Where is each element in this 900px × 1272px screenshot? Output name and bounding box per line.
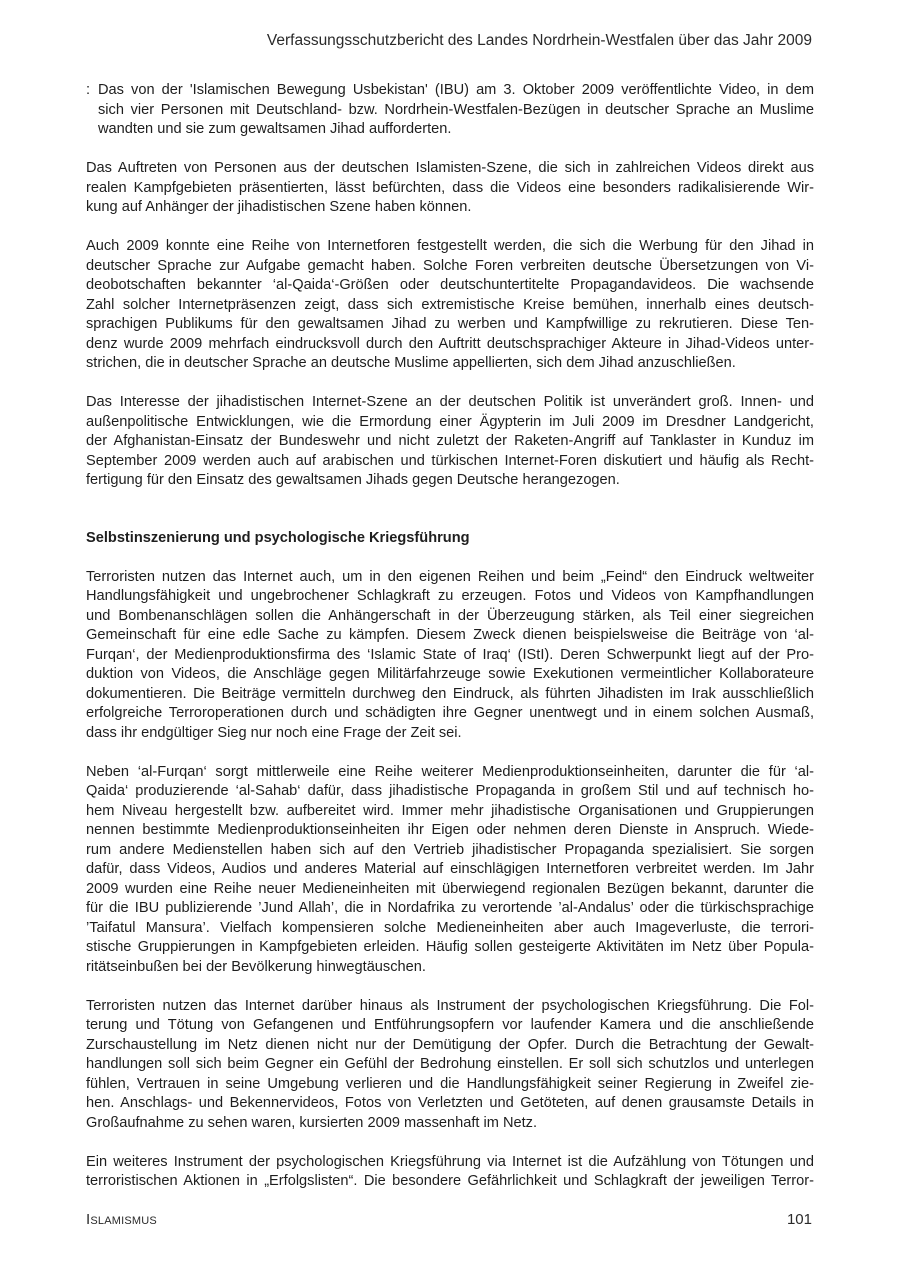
bullet-line: Das von der 'Islamischen Bewegung Usbekistan' (IBU) am 3. Oktober 2009 veröffentlichte Video, in dem [98, 82, 814, 98]
paragraph-line: Auch 2009 konnte eine Reihe von Internetforen festgestellt werden, die sich die Werbung für den Jihad in [86, 238, 814, 254]
paragraph-line: deobotschaften bekannter ‘al-Qaida‘-Größen oder deutschuntertitelte Propagandavideos. Die wachsende [86, 277, 814, 293]
paragraph-line: sprachigen Publikums für den gewaltsamen Jihad zu werben und Kampfwillige zu rekrutieren. Diese Ten- [86, 316, 814, 332]
running-header: Verfassungsschutzbericht des Landes Nordrhein-Westfalen über das Jahr 2009 [266, 32, 812, 49]
paragraph-line: nennen bestimmte Medienproduktionseinheiten ihr Eigen oder nehmen deren Dienste in Anspruch. Wiede- [86, 822, 814, 838]
bullet-marker: : [86, 82, 91, 98]
paragraph-line: Ein weiteres Instrument der psychologischen Kriegsführung via Internet ist die Aufzählung von Tötungen und [86, 1153, 814, 1170]
paragraph-line: und Bombenanschlägen sollen die Anhängerschaft in der Überzeugung stärken, als Teil einer siegreichen [86, 607, 814, 624]
paragraph-line: Terroristen nutzen das Internet auch, um in den eigenen Reihen und beim „Feind“ den Eindruck weltweiter [86, 568, 814, 585]
paragraph-line: rum andere Medienstellen haben sich auf den Vertrieb jihadistischer Propaganda spezialisiert. Sie sorgen [86, 841, 814, 858]
bullet-text [98, 81, 814, 140]
paragraph-line: hen. Anschlags- und Bekennervideos, Fotos von Verletzten und Getöteten, auf denen grausamste Details in [86, 1095, 814, 1111]
paragraph-line: ’Taifatul Mansura’. Vielfach kompensieren solche Medieneinheiten aber auch Imageverluste, die terrori- [86, 919, 814, 936]
paragraph-line: für die IBU publizierende ’Jund Allah’, die in Nordafrika zu verortende ’al-Andalus’ oder die türkischsprachige [86, 900, 814, 916]
paragraph-line: terung und Tötung von Gefangenen und Entführungsopfern vor laufender Kamera und die anschließende [86, 1017, 814, 1033]
paragraph-line: der Afghanistan-Einsatz der Bundeswehr und nicht zuletzt der Raketen-Angriff auf Tanklaster in Kunduz im [86, 433, 814, 449]
paragraph-line: Zurschaustellung im Netz dienen nicht nur der Demütigung der Opfer. Durch die Betrachtung der Gewalt- [86, 1036, 814, 1053]
paragraph-line: hem Niveau hergestellt bzw. aufbereitet wird. Immer mehr jihadistische Organisationen und Gruppierungen [86, 802, 814, 819]
paragraph-line: terroristischen Aktionen in „Erfolgslisten“. Die besondere Gefährlichkeit und Schlagkraft der jeweiligen Terror- [86, 1173, 814, 1189]
paragraph-line: erfolgreiche Terroroperationen durch und schädigten ihre Gegner unentwegt und in einem solchen Ausmaß, [86, 705, 814, 721]
paragraph-line: 2009 wurden eine Reihe neuer Medieneinheiten mit überwiegend regionalen Bezügen bekannt, darunter die [86, 880, 814, 897]
footer-section-label: Islamismus [86, 1211, 157, 1228]
paragraph [86, 237, 814, 374]
paragraph-line: denz wurde 2009 mehrfach eindrucksvoll durch den Auftritt deutschsprachiger Akteure in Jihad-Videos unter- [86, 335, 814, 352]
paragraph-line: Das Auftreten von Personen aus der deutschen Islamisten-Szene, die sich in zahlreichen Videos direkt aus [86, 160, 814, 176]
bullet-list-item [86, 81, 814, 140]
paragraph [86, 763, 814, 978]
paragraph-line: fertigung für den Einsatz des gewaltsamen Jihads gegen Deutsche herangezogen. [86, 472, 620, 488]
paragraph-line: Qaida‘ produzierende ‘al-Sahab‘ dafür, dass jihadistische Propaganda in großem Stil und auf technisch ho- [86, 783, 814, 799]
paragraph-line: dokumentieren. Die Beiträge vermitteln durchweg den Eindruck, als führten Jihadisten im Irak ausschließlich [86, 685, 814, 702]
paragraph-line: Furqan‘, der Medienproduktionsfirma des ‘Islamic State of Iraq‘ (IStI). Deren Schwerpunkt liegt auf der Pro- [86, 646, 814, 663]
paragraph-line: außenpolitische Entwicklungen, wie die Ermordung einer Ägypterin im Juli 2009 im Dresdner Landgericht, [86, 413, 814, 430]
paragraph-line: handlungen soll sich beim Gegner ein Gefühl der Bedrohung einstellen. Er soll sich schutzlos und unterlegen [86, 1056, 814, 1072]
bullet-line: wandten und sie zum gewaltsamen Jihad aufforderten. [98, 121, 452, 137]
paragraph-line: ritätseinbußen bei der Bevölkerung hinwegtäuschen. [86, 958, 426, 975]
paragraph-line: Neben ‘al-Furqan‘ sorgt mittlerweile eine Reihe weiterer Medienproduktionseinheiten, darunter die für ‘al- [86, 763, 814, 780]
paragraph-line: Gemeinschaft für eine edle Sache zu kämpfen. Diesem Zweck dienen beispielsweise die Beiträge von ‘al- [86, 627, 814, 643]
paragraph-line: Zahl solcher Internetpräsenzen zeigt, dass sich extremistische Kreise bemühen, innerhalb eines deutsch- [86, 296, 814, 313]
paragraph [86, 393, 814, 491]
paragraph-line: deutscher Sprache zur Aufgabe gemacht haben. Solche Foren verbreiten deutsche Übersetzungen von Vi- [86, 257, 814, 274]
paragraph-line: dass ihr endgültiger Sieg nur noch eine Frage der Zeit sei. [86, 724, 462, 741]
paragraph-line: Das Interesse der jihadistischen Internet-Szene an der deutschen Politik ist unverändert groß. Innen- und [86, 394, 814, 410]
bullet-line: sich vier Personen mit Deutschland- bzw. Nordrhein-Westfalen-Bezügen in deutscher Sprache an Muslime [98, 101, 814, 118]
paragraph-line: stische Gruppierungen in Kampfgebieten erleiden. Häufig sollen gesteigerte Aktivitäten im Netz über Popula- [86, 939, 814, 955]
paragraph [86, 159, 814, 218]
paragraph-line: duktion von Videos, die Anschläge gegen Militärfahrzeuge sowie Exekutionen vermeintlicher Kollaborateure [86, 666, 814, 682]
paragraph [86, 568, 814, 744]
paragraph-line: kung auf Anhänger der jihadistischen Szene haben können. [86, 199, 472, 215]
section-heading: Selbstinszenierung und psychologische Kriegsführung [86, 529, 470, 546]
paragraph-line: Großaufnahme zu sehen waren, kursierten 2009 massenhaft im Netz. [86, 1114, 538, 1131]
document-body [86, 81, 814, 1211]
paragraph-line: strichen, die in deutscher Sprache an deutsche Muslime appellierten, sich dem Jihad anzuschließen. [86, 355, 736, 371]
paragraph-line: dafür, dass Videos, Audios und anderes Material auf einschlägigen Internetforen verbreitet werden. Im Jahr [86, 861, 814, 877]
paragraph [86, 1153, 814, 1192]
paragraph [86, 997, 814, 1134]
paragraph-line: realen Kampfgebieten präsentierten, lässt befürchten, dass die Videos eine besonders radikalisierende Wir- [86, 179, 814, 196]
paragraph-line: Handlungsfähigkeit und ungebrochener Schlagkraft zu erzeugen. Fotos und Videos von Kampfhandlungen [86, 588, 814, 604]
page-number: 101 [786, 1211, 812, 1228]
paragraph-line: fühlen, Vertrauen in seine Umgebung verlieren und die Handlungsfähigkeit seiner Regierung in Zweifel zie- [86, 1075, 814, 1092]
paragraph-line: Terroristen nutzen das Internet darüber hinaus als Instrument der psychologischen Kriegsführung. Die Fol- [86, 997, 814, 1014]
paragraph-line: September 2009 werden auch auf arabischen und türkischen Internet-Foren diskutiert und häufig als Recht- [86, 452, 814, 469]
